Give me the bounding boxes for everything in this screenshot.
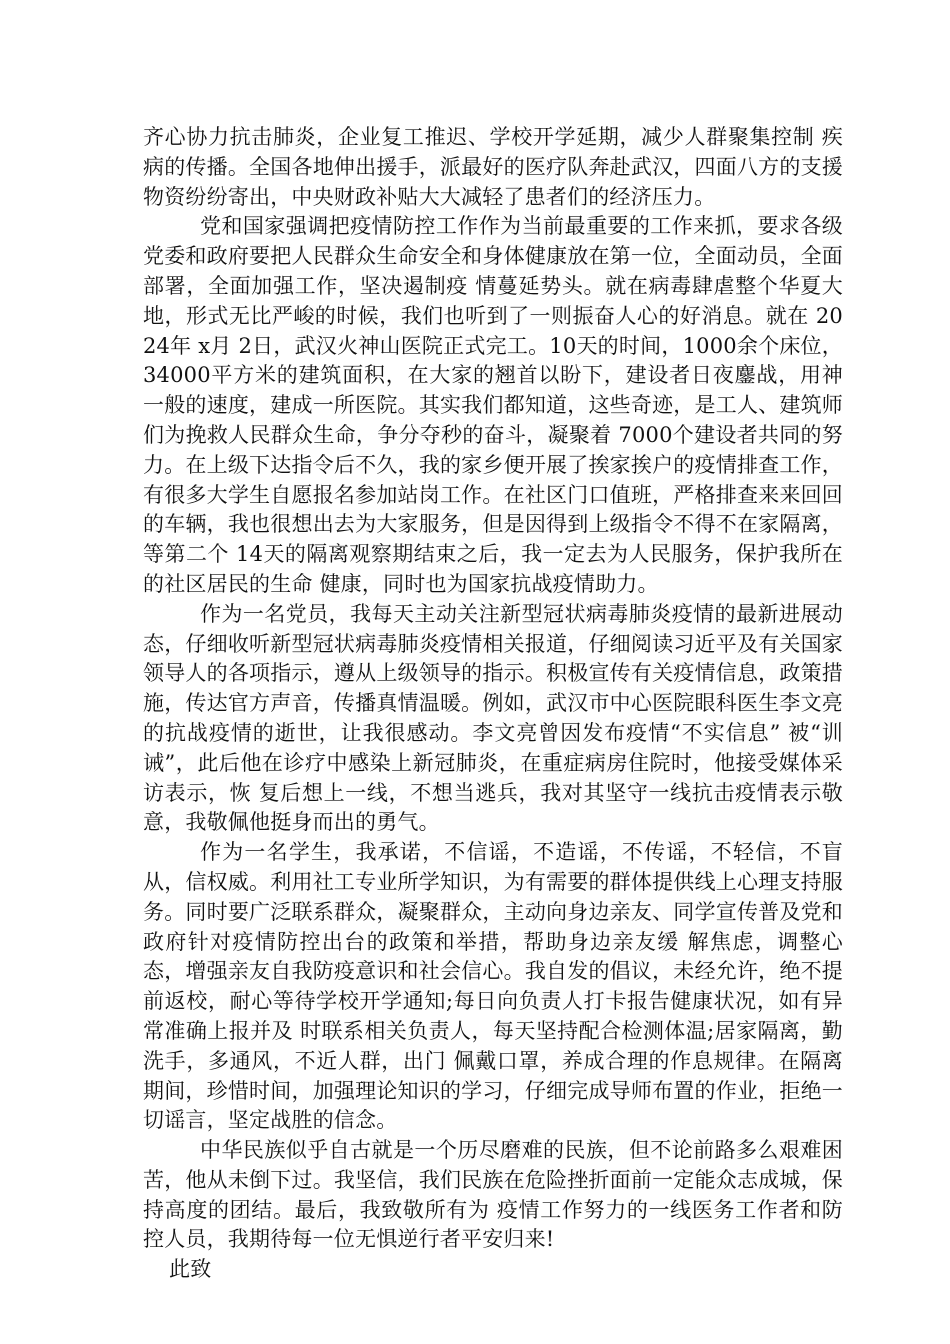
paragraph-student-pledge: 作为一名学生，我承诺，不信谣，不造谣，不传谣，不轻信，不盲从，信权威。利用社工专业所学知识，为有需要的群体提供线上心理支持服务。同时要广泛联系群众，凝聚群众，主动向身边亲友、同学宣传普及党和政府针对疫情防控出台的政策和举措，帮助身边亲友缓 解焦虑，调整心态，增强亲友自我防疫意识和社会信心。我自发的倡议，未经允许，绝不提前返校，耐心等待学校开学通知;每日向负责人打卡报告健康状况，如有异常准确上报并及 时联系相关负责人，每天坚持配合检测体温;居家隔离，勤洗手，多通风，不近人群，出门 佩戴口罩，养成合理的作息规律。在隔离期间，珍惜时间，加强理论知识的学习，仔细完成导师布置的作业，拒绝一切谣言，坚定战胜的信念。 <box>143 840 843 1133</box>
paragraph-party-member: 作为一名党员，我每天主动关注新型冠状病毒肺炎疫情的最新进展动态，仔细收听新型冠状病毒肺炎疫情相关报道，仔细阅读习近平及有关国家领导人的各项指示，遵从上级领导的指示。积极宣传有关疫情信息，政策措施，传达官方声音，传播真情温暖。例如，武汉市中心医院眼科医生李文亮的抗战疫情的逝世，让我很感动。李文亮曾因发布疫情“不实信息” 被“训诫”，此后他在诊疗中感染上新冠肺炎，在重症病房住院时，他接受媒体采访表示，恢 复后想上一线，不想当逃兵，我对其坚守一线抗击疫情表示敬意，我敬佩他挺身而出的勇气。 <box>143 601 843 835</box>
closing-salutation: 此致 <box>169 1257 212 1282</box>
paragraph-continuation: 齐心协力抗击肺炎，企业复工推迟、学校开学延期，减少人群聚集控制 疾病的传播。全国各地伸出援手，派最好的医疗队奔赴武汉，四面八方的支援物资纷纷寄出，中央财政补贴大大减轻了患者们的经济压力。 <box>143 125 843 209</box>
paragraph-party-policy: 党和国家强调把疫情防控工作作为当前最重要的工作来抓，要求各级党委和政府要把人民群众生命安全和身体健康放在第一位，全面动员，全面部署，全面加强工作，坚决遏制疫 情蔓延势头。就在病毒肆虐整个华夏大地，形式无比严峻的时候，我们也听到了一则振奋人心的好消息。就在 2024年 x月 2日，武汉火神山医院正式完工。10天的时间，1000余个床位，34000平方米的建筑面积，在大家的翘首以盼下，建设者日夜鏖战，用神一般的速度，建成一所医院。其实我们都知道，这些奇迹，是工人、建筑师们为挽救人民群众生命，争分夺秒的奋斗，凝聚着 7000个建设者共同的努力。在上级下达指令后不久，我的家乡便开展了挨家挨户的疫情排查工作，有很多大学生自愿报名参加站岗工作。在社区门口值班，严格排查来来回回的车辆，我也很想出去为大家服务，但是因得到上级指令不得不在家隔离，等第二个 14天的隔离观察期结束之后，我一定去为人民服务，保护我所在的社区居民的生命 健康，同时也为国家抗战疫情助力。 <box>143 214 843 596</box>
letter-body <box>143 123 843 1285</box>
paragraph-conclusion: 中华民族似乎自古就是一个历尽磨难的民族，但不论前路多么艰难困苦，他从未倒下过。我坚信，我们民族在危险挫折面前一定能众志成城，保持高度的团结。最后，我致敬所有为 疫情工作努力的一线医务工作者和防控人员，我期待每一位无惧逆行者平安归来! <box>143 1138 843 1252</box>
